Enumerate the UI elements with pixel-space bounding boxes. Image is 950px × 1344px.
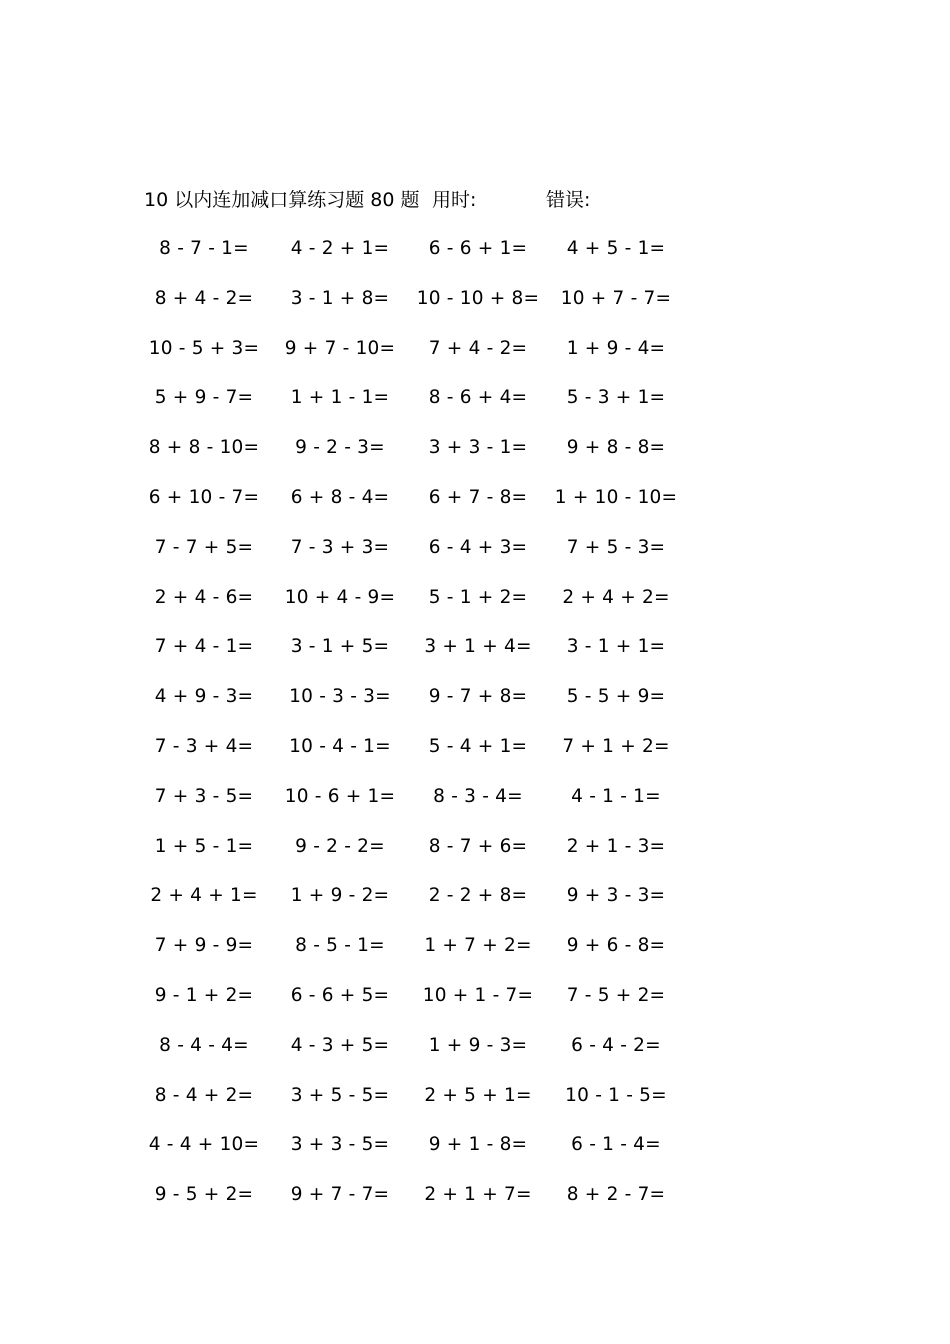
problem-item: 7 + 4 - 2= — [428, 337, 528, 359]
problem-item: 9 + 7 - 10= — [284, 337, 396, 359]
problem-item: 3 - 1 + 1= — [566, 636, 666, 658]
problem-row — [140, 335, 700, 385]
problem-item: 2 + 1 - 3= — [566, 835, 666, 857]
problem-item: 10 + 7 - 7= — [560, 287, 672, 309]
problem-item: 2 + 4 - 6= — [154, 586, 254, 608]
problem-item: 1 + 9 - 2= — [290, 885, 390, 907]
problem-row — [140, 633, 700, 683]
problem-item: 4 + 5 - 1= — [566, 238, 666, 259]
problem-row — [140, 285, 700, 335]
problem-item: 4 + 9 - 3= — [154, 686, 254, 708]
problem-item: 6 - 6 + 5= — [290, 984, 390, 1006]
problem-item: 4 - 1 - 1= — [571, 785, 661, 807]
problem-item: 7 + 3 - 5= — [154, 785, 254, 807]
problem-item: 3 + 3 - 1= — [428, 437, 528, 459]
problem-item: 3 + 3 - 5= — [290, 1134, 390, 1156]
problem-row — [140, 733, 700, 783]
problem-row — [140, 982, 700, 1032]
problem-item: 4 - 3 + 5= — [290, 1034, 390, 1056]
time-label: 用时: — [432, 189, 477, 211]
problem-grid — [140, 235, 700, 1231]
problem-item: 1 + 7 + 2= — [424, 935, 532, 957]
problem-item: 3 + 5 - 5= — [290, 1084, 390, 1106]
error-label: 错误: — [546, 189, 591, 211]
problem-item: 6 - 4 + 3= — [428, 536, 528, 558]
problem-row — [140, 833, 700, 883]
problem-item: 9 - 5 + 2= — [154, 1184, 254, 1206]
problem-row — [140, 1082, 700, 1132]
problem-item: 9 + 7 - 7= — [290, 1184, 390, 1206]
problem-row — [140, 783, 700, 833]
problem-item: 10 - 3 - 3= — [289, 686, 391, 708]
problem-row — [140, 882, 700, 932]
problem-item: 6 + 10 - 7= — [148, 486, 260, 508]
problem-item: 6 + 7 - 8= — [428, 486, 528, 508]
problem-item: 6 + 8 - 4= — [290, 486, 390, 508]
problem-item: 10 - 10 + 8= — [416, 287, 540, 309]
problem-item: 9 + 3 - 3= — [566, 885, 666, 907]
problem-item: 1 + 9 - 4= — [566, 337, 666, 359]
problem-item: 10 - 6 + 1= — [284, 785, 396, 807]
problem-row — [140, 384, 700, 434]
problem-item: 8 - 7 - 1= — [159, 238, 249, 259]
problem-item: 1 + 5 - 1= — [154, 835, 254, 857]
problem-item: 1 + 9 - 3= — [428, 1034, 528, 1056]
problem-item: 7 - 5 + 2= — [566, 984, 666, 1006]
problem-item: 8 - 6 + 4= — [428, 387, 528, 409]
problem-item: 7 - 7 + 5= — [154, 536, 254, 558]
problem-item: 3 - 1 + 5= — [290, 636, 390, 658]
problem-row — [140, 434, 700, 484]
problem-item: 8 - 4 + 2= — [154, 1084, 254, 1106]
problem-item: 10 + 4 - 9= — [284, 586, 396, 608]
problem-row — [140, 1032, 700, 1082]
problem-item: 4 - 2 + 1= — [290, 238, 390, 259]
problem-item: 5 - 5 + 9= — [566, 686, 666, 708]
problem-row — [140, 932, 700, 982]
problem-item: 3 + 1 + 4= — [424, 636, 532, 658]
problem-item: 8 - 3 - 4= — [433, 785, 523, 807]
problem-row — [140, 235, 700, 285]
problem-row — [140, 1181, 700, 1231]
problem-item: 2 - 2 + 8= — [428, 885, 528, 907]
problem-item: 6 - 1 - 4= — [571, 1134, 661, 1156]
problem-row — [140, 534, 700, 584]
problem-item: 7 - 3 + 3= — [290, 536, 390, 558]
worksheet-title: 10 以内连加减口算练习题 80 题 — [144, 189, 420, 211]
problem-item: 9 - 7 + 8= — [428, 686, 528, 708]
problem-item: 9 - 1 + 2= — [154, 984, 254, 1006]
problem-item: 2 + 5 + 1= — [424, 1084, 532, 1106]
problem-item: 9 - 2 - 3= — [295, 437, 385, 459]
problem-item: 8 - 7 + 6= — [428, 835, 528, 857]
problem-item: 1 + 1 - 1= — [290, 387, 390, 409]
problem-item: 2 + 4 + 1= — [150, 885, 258, 907]
problem-item: 7 + 4 - 1= — [154, 636, 254, 658]
problem-item: 5 - 1 + 2= — [428, 586, 528, 608]
problem-item: 7 - 3 + 4= — [154, 735, 254, 757]
problem-item: 10 + 1 - 7= — [422, 984, 534, 1006]
problem-item: 4 - 4 + 10= — [148, 1134, 260, 1156]
problem-item: 9 - 2 - 2= — [295, 835, 385, 857]
problem-item: 8 + 2 - 7= — [566, 1184, 666, 1206]
problem-item: 7 + 1 + 2= — [562, 735, 670, 757]
problem-row — [140, 584, 700, 634]
problem-item: 1 + 10 - 10= — [554, 486, 678, 508]
problem-item: 3 - 1 + 8= — [290, 287, 390, 309]
problem-item: 7 + 5 - 3= — [566, 536, 666, 558]
problem-item: 6 - 4 - 2= — [571, 1034, 661, 1056]
problem-item: 10 - 5 + 3= — [148, 337, 260, 359]
problem-item: 8 - 5 - 1= — [295, 935, 385, 957]
problem-item: 8 - 4 - 4= — [159, 1034, 249, 1056]
problem-item: 9 + 6 - 8= — [566, 935, 666, 957]
problem-row — [140, 1131, 700, 1181]
problem-item: 6 - 6 + 1= — [428, 238, 528, 259]
problem-item: 8 + 4 - 2= — [154, 287, 254, 309]
problem-item: 9 + 1 - 8= — [428, 1134, 528, 1156]
problem-item: 5 + 9 - 7= — [154, 387, 254, 409]
problem-item: 2 + 1 + 7= — [424, 1184, 532, 1206]
problem-item: 10 - 1 - 5= — [565, 1084, 667, 1106]
problem-row — [140, 484, 700, 534]
problem-item: 10 - 4 - 1= — [289, 735, 391, 757]
problem-item: 5 - 3 + 1= — [566, 387, 666, 409]
problem-item: 5 - 4 + 1= — [428, 735, 528, 757]
problem-item: 9 + 8 - 8= — [566, 437, 666, 459]
problem-item: 2 + 4 + 2= — [562, 586, 670, 608]
problem-item: 8 + 8 - 10= — [148, 437, 260, 459]
problem-item: 7 + 9 - 9= — [154, 935, 254, 957]
problem-row — [140, 683, 700, 733]
